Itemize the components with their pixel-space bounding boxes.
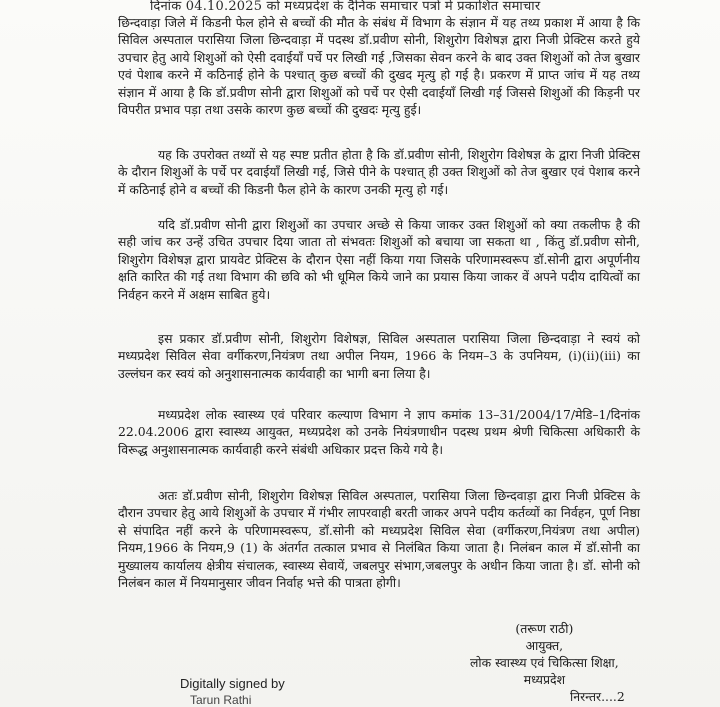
signatory-name: (तरूण राठी)	[515, 621, 574, 636]
paragraph-3-text: यदि डॉ.प्रवीण सोनी द्वारा शिशुओं का उपचार अच्छे से किया जाकर उक्त शिशुओं को क्या तकलीफ है की सही जांच कर उन्हें उचित उपचार दिया जाता तो संभवतः शिशुओं को बचाया जा सकता था , किंतु डॉ.प्रवीण सोनी, शिशुरोग विशेषज्ञ द्वारा प्रायवेट प्रेक्टिस के दौरान ऐसा नहीं किया गया जिसके परिणामस्वरूप डॉ.सोनी द्वारा अपूर्णनीय क्षति कारित की गई तथा विभाग की छवि को भी धूमिल किये जाने का प्रयास किया जाकर वें अपने पदीय दायित्वों का निर्वहन करने में अक्षम साबित हुये।	[118, 217, 640, 302]
paragraph-2-text: यह कि उपरोक्त तथ्यों से यह स्पष्ट प्रतीत होता है कि डॉ.प्रवीण सोनी, शिशुरोग विशेषज्ञ के द्वारा निजी प्रेक्टिस के दौरान शिशुओं के पर्चे पर दवाईयाँ लिखी गई, जिसे पीने के पश्चात् ही उक्त शिशुओं को तेज बुखार एवं पेशाब करने में कठिनाई होने व बच्चों की किडनी फैल होने के कारण उनकी मृत्यु हो गई।	[118, 147, 640, 197]
header-fragment: दिनांक 04.10.2025 को मध्यप्रदेश के दैनिक समाचार पत्रों में प्रकाशित समाचार	[150, 0, 541, 14]
paragraph-5	[118, 406, 640, 458]
signatory-state: मध्यप्रदेश	[523, 672, 565, 687]
paragraph-6-text: अतः डॉ.प्रवीण सोनी, शिशुरोग विशेषज्ञ सिविल अस्पताल, परासिया जिला छिन्दवाड़ा द्वारा निजी प्रेक्टिस के दौरान उपचार हेतु आये शिशुओं के उपचार में गंभीर लापरवाही बरती जाकर अपने पदीय कर्तव्यों का निर्वहन, पूर्ण निष्ठा से संपादित नहीं करने के परिणामस्वरूप, डॉ.सोनी को मध्यप्रदेश सिविल सेवा (वर्गीकरण,नियंत्रण तथा अपील) नियम,1966 के नियम,9 (1) के अंतर्गत तत्काल प्रभाव से निलंबित किया जाता है। निलंबन काल में डॉ.सोनी का मुख्यालय कार्यालय क्षेत्रीय संचालक, स्वास्थ्य सेवायें, जबलपुर संभाग,जबलपुर के अधीन किया जाता है। डॉ. सोनी को निलंबन काल में नियमानुसार जीवन निर्वाह भत्ते की पात्रता होगी।	[118, 488, 640, 591]
paragraph-6	[118, 487, 640, 591]
continuation-marker: निरन्तर....2	[570, 689, 625, 704]
paragraph-5-text: मध्यप्रदेश लोक स्वास्थ्य एवं परिवार कल्याण विभाग ने ज्ञाप कमांक 13–31/2004/17/मेडि–1/दिनांक 22.04.2006 द्वारा स्वास्थ्य आयुक्त, मध्यप्रदेश को उनके नियंत्रणाधीन पदस्थ प्रथम श्रेणी चिकित्सा अधिकारी के विरूद्ध अनुशासनात्मक कार्यवाही करने संबंधी अधिकार प्रदत्त किये गये है।	[118, 407, 640, 457]
paragraph-3	[118, 216, 640, 303]
digital-signature-label: Digitally signed by	[180, 676, 285, 691]
paragraph-2	[118, 146, 640, 198]
paragraph-1-text: छिन्दवाड़ा जिले में किडनी फेल होने से बच्चों की मौत के संबंध में विभाग के संज्ञान में यह तथ्य प्रकाश में आया है कि सिविल अस्पताल परासिया जिला छिन्दवाड़ा में पदस्थ डॉ.प्रवीण सोनी, शिशुरोग विशेषज्ञ द्वारा निजी प्रेक्टिस करते हुये उपचार हेतु आये शिशुओं को ऐसी दवाईयाँ पर्चे पर लिखी गई ,जिसका सेवन करने के बाद उक्त शिशुओं को तेज बुखार एवं पेशाब करने में कठिनाई होने के पश्चात् कुछ बच्चों की दुखद मृत्यु हो गई है। प्रकरण में प्राप्त जांच में यह तथ्य संज्ञान में आया है कि डॉ.प्रवीण सोनी द्वारा शिशुओं को पर्चे पर ऐसी दवाईयाँ लिखी गई जिससे शिशुओं की किड़नी पर विपरीत प्रभाव पड़ा तथा उसके कारण कुछ बच्चों की दुखदः मृत्यु हुई।	[118, 15, 640, 118]
signatory-designation: आयुक्त,	[525, 638, 564, 653]
digital-signature-name: Tarun Rathi	[190, 693, 252, 707]
signatory-department: लोक स्वास्थ्य एवं चिकित्सा शिक्षा,	[470, 655, 619, 670]
paragraph-4	[118, 330, 640, 382]
paragraph-4-text: इस प्रकार डॉ.प्रवीण सोनी, शिशुरोग विशेषज्ञ, सिविल अस्पताल परासिया जिला छिन्दवाड़ा ने स्वयं को मध्यप्रदेश सिविल सेवा वर्गीकरण,नियंत्रण तथा अपील नियम, 1966 के नियम–3 के उपनियम, (i)(ii)(iii) का उल्लंघन कर स्वयं को अनुशासनात्मक कार्यवाही का भागी बना लिया है।	[118, 331, 640, 381]
signature-block	[470, 620, 619, 688]
paragraph-1	[118, 14, 640, 118]
